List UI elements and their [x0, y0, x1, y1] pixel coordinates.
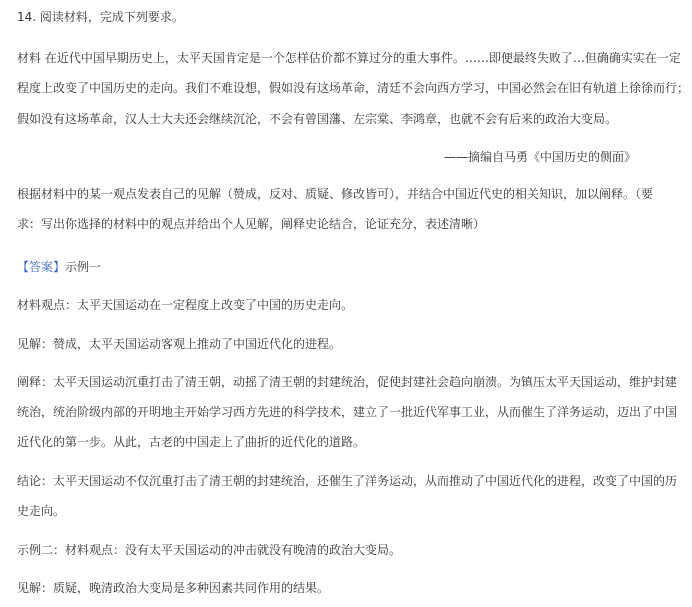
explain-line-2: 统治，统治阶级内部的开明地主开始学习西方先进的科学技术，建立了一批近代军事工业，从而催生了洋务运动，迈出了中国 — [17, 405, 678, 419]
material-text-1: 在近代中国早期历史上，太平天国肯定是一个怎样估价都不算过分的重大事件。……即便最终失败了…但确确实实在一定 — [44, 51, 681, 65]
material-line-3: 假如没有这场革命，汉人士大夫还会继续沉沦，不会有曾国藩、左宗棠、李鸿章，也就不会有后来的政治大变局。 — [17, 112, 618, 126]
example1-title: 示例一 — [65, 260, 102, 274]
conclusion-line-2: 史走向。 — [17, 504, 66, 518]
answer-tag: 【答案】 — [17, 260, 66, 274]
opinion2-line: 见解：质疑，晚清政治大变局是多种因素共同作用的结果。 — [17, 581, 330, 595]
example2-line: 示例二：材料观点：没有太平天国运动的冲击就没有晚清的政治大变局。 — [17, 543, 402, 557]
requirement-line-1: 根据材料中的某一观点发表自己的见解（赞成，反对、质疑、修改皆可），并结合中国近代史的相关知识，加以阐释。（要 — [17, 187, 654, 201]
material-label: 材料 — [17, 51, 42, 65]
viewpoint-line: 材料观点：太平天国运动在一定程度上改变了中国的历史走向。 — [17, 298, 354, 312]
material-line-1 — [17, 50, 681, 66]
conclusion-line-1: 结论：太平天国运动不仅沉重打击了清王朝的封建统治，还催生了洋务运动，从而推动了中国近代化的进程，改变了中国的历 — [17, 474, 678, 488]
explain-line-3: 近代化的第一步。从此，古老的中国走上了曲折的近代化的道路。 — [17, 435, 366, 449]
explain-line-1: 阐释：太平天国运动沉重打击了清王朝，动摇了清王朝的封建统治，促使封建社会趋向崩溃。为镇压太平天国运动，维护封建 — [17, 375, 678, 389]
requirement-line-2: 求：写出你选择的材料中的观点并给出个人见解，阐释史论结合，论证充分，表述清晰） — [17, 217, 486, 231]
material-source: ——摘编自马勇《中国历史的侧面》 — [443, 150, 636, 164]
question-title: 14. 阅读材料，完成下列要求。 — [17, 10, 184, 24]
opinion-line: 见解：赞成，太平天国运动客观上推动了中国近代化的进程。 — [17, 337, 342, 351]
answer-header — [17, 259, 101, 275]
material-line-2: 程度上改变了中国历史的走向。我们不难设想，假如没有这场革命，清廷不会向西方学习，中国必然会在旧有轨道上徐徐而行； — [17, 81, 690, 95]
